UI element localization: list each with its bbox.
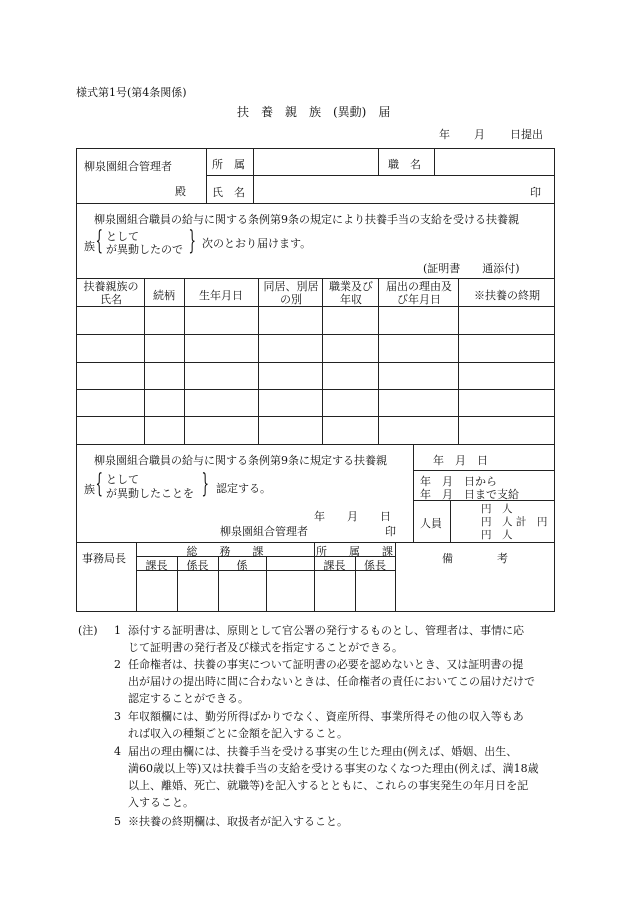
note-line: 届出の理由欄には、扶養手当を受ける事実の生じた理由(例えば、婚姻、出生、 [128,745,518,758]
cert-signer: 柳泉園組合管理者 [220,525,308,538]
note-line: れば収入の種類ごとに金額を記入すること。 [128,727,348,740]
note-number: 4 [114,745,121,758]
right-brace-icon: } [188,226,196,256]
note-line: 添付する証明書は、原則として官公署の発行するものとし、管理者は、事情に応 [128,624,524,637]
general-affairs-label: 総 務 課 [186,545,264,558]
left-brace-icon: { [95,469,103,499]
name-field[interactable] [254,176,524,202]
addressee-suffix: 殿 [175,185,186,198]
statement-line1: 柳泉園組合職員の給与に関する条例第9条の規定により扶養手当の支給を受ける扶養親 [94,213,519,226]
submit-year: 年 [439,128,450,141]
notes-label: (注) [78,624,98,637]
cert-date: 年 月 日 [314,510,391,523]
note-line: じて証明書の発行者及び様式を指定することができる。 [128,641,403,654]
col-dependent-name: 扶養親族の氏名 [83,280,139,306]
col-residence: 同居、別居の別 [263,280,319,306]
right-brace-icon: } [201,469,209,499]
cert-suffix: 認定する。 [216,482,271,495]
yen-row-3: 円 人 [481,529,513,541]
note-line: 満60歳以上等)又は扶養手当の支給を受ける事実のなくなつた理由(例えば、満18歳 [128,762,539,775]
note-line: ※扶養の終期欄は、取扱者が記入すること。 [128,815,348,828]
pay-until: 年 月 日まで支給 [420,488,519,501]
cert-ymd: 年 月 日 [433,454,488,467]
form-number: 様式第1号(第4条関係) [76,86,187,99]
col-end-of-dependency: ※扶養の終期 [474,289,540,302]
statement-suffix: 次のとおり届けます。 [202,237,312,250]
statement-opt2: が異動したので [106,243,183,256]
post-field[interactable] [435,149,554,174]
addressee-org: 柳泉園組合管理者 [84,160,172,173]
cert-opt1: として [106,473,139,486]
form-title: 扶 養 親 族 (異動) 届 [237,105,391,119]
dept-field[interactable] [254,149,377,174]
seal-mark: 印 [530,186,541,199]
cert-line1: 柳泉園組合職員の給与に関する条例第9条に規定する扶養親 [94,454,387,467]
ga-staff: 係 [236,559,248,572]
cert-opt2: が異動したことを [106,487,194,500]
note-line: 出が届けの提出時に間に合わないときは、任命権者の責任においてこの届けだけで [128,675,535,688]
col-reason-date: 届出の理由及び年月日 [386,280,452,306]
cert-prefix: 族 [84,483,95,496]
note-number: 5 [114,815,121,828]
note-line: 以上、離婚、死亡、就職等)を記入するとともに、これらの事実発生の年月日を記 [128,779,529,792]
director-label: 事務局長 [82,552,126,565]
note-number: 2 [114,658,121,671]
bel-subsection-chief: 係長 [364,559,386,572]
note-line: 年収額欄には、勤労所得ばかりでなく、資産所得、事業所得その他の収入等もあ [128,710,524,723]
cert-seal: 印 [385,525,396,538]
note-number: 1 [114,624,121,637]
ga-subsection-chief: 係長 [186,559,209,572]
note-line: 認定することができる。 [128,692,249,705]
note-number: 3 [114,710,121,723]
bel-section-chief: 課長 [323,559,346,572]
dept-label: 所 属 [212,158,245,171]
attachment-note: (証明書 通添付) [423,262,520,275]
post-label: 職 名 [388,158,421,171]
note-line: 任命権者は、扶養の事実について証明書の必要を認めないとき、又は証明書の提 [128,658,524,671]
statement-opt1: として [106,230,139,243]
submit-day: 日提出 [510,128,543,141]
col-occupation-income: 職業及び年収 [329,280,373,306]
yen-row-1: 円 人 [481,503,513,515]
people-label: 人員 [420,517,442,530]
name-label: 氏 名 [212,186,245,199]
note-line: 入すること。 [128,796,194,809]
col-relationship: 続柄 [153,289,175,302]
col-birthdate: 生年月日 [199,289,243,302]
left-brace-icon: { [95,226,103,256]
statement-prefix: 族 [84,240,95,253]
belonging-label: 所 属 課 [316,545,393,558]
submit-month: 月 [474,128,485,141]
yen-row-2: 円 人 計 円 [481,516,548,528]
pay-from: 年 月 日から [420,475,497,488]
remarks-label: 備 考 [442,552,508,565]
ga-section-chief: 課長 [145,559,168,572]
